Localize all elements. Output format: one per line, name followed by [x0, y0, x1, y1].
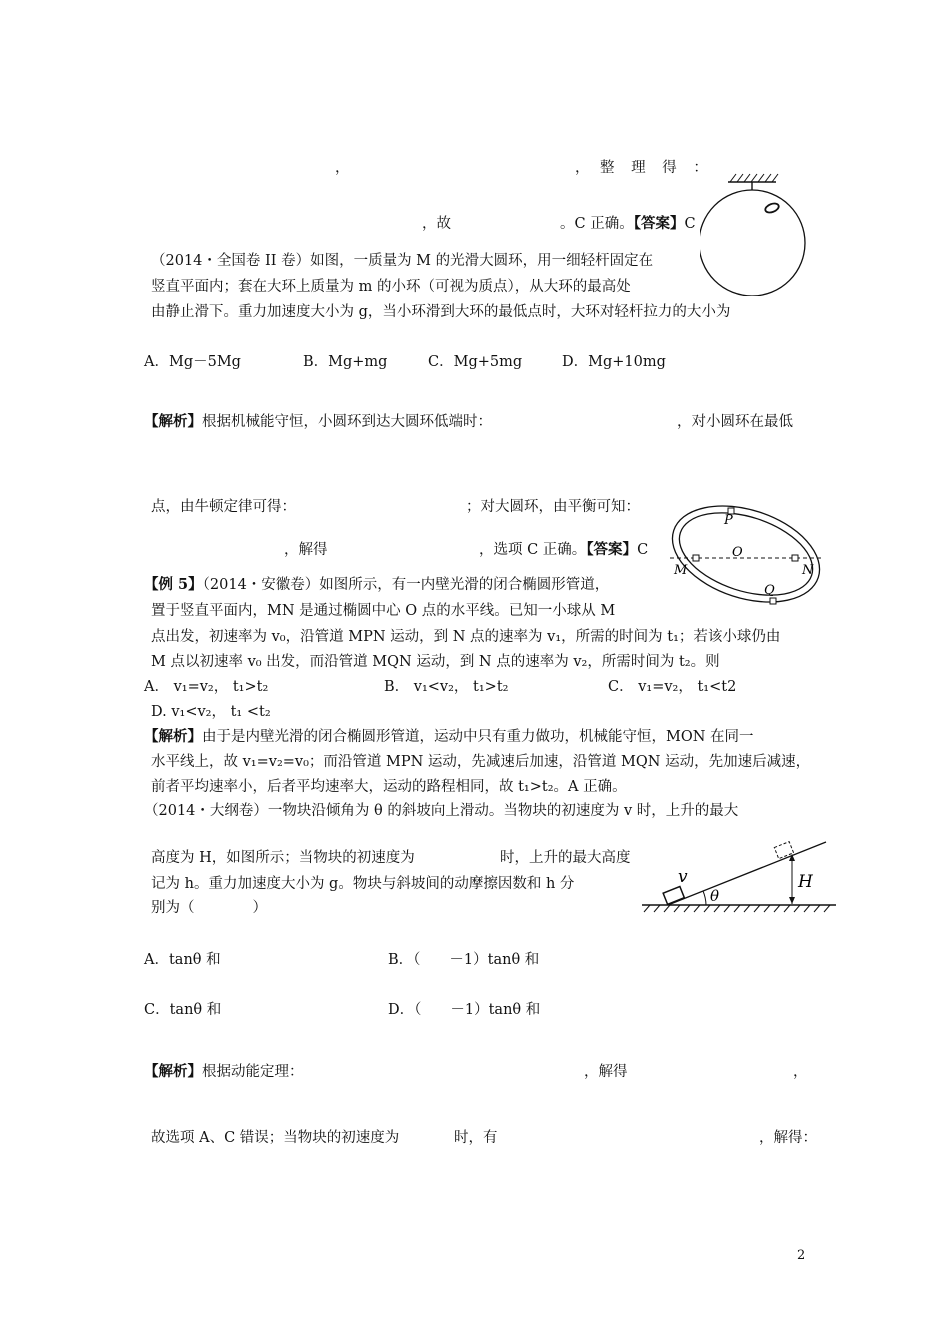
- answer-1: C: [684, 216, 696, 232]
- q4-source: （2014・全国卷 II 卷）: [151, 253, 311, 269]
- label-p: P: [724, 513, 733, 528]
- q4-option-b: B．Mg+mg: [303, 354, 388, 370]
- q4-option-a: A．Mg－5Mg: [144, 354, 241, 370]
- frag-gu: ，故: [422, 216, 451, 232]
- ellipse-tube-figure: [668, 500, 828, 608]
- block-bottom: [663, 886, 684, 904]
- q5-line-1: [144, 575, 609, 595]
- q6-analysis-2c: ，解得：: [759, 1130, 817, 1146]
- angle-arc: [703, 891, 706, 905]
- q4-analysis-1b: ，对小圆环在最低: [677, 414, 793, 430]
- height-arrow-bottom: [789, 897, 795, 904]
- ring-figure: [700, 168, 820, 296]
- page-number: 2: [797, 1248, 806, 1263]
- q6-option-a: A．tanθ 和: [144, 952, 221, 968]
- q4-analysis-3b-text: ，选项 C 正确。: [479, 542, 587, 558]
- label-h: H: [798, 872, 813, 892]
- q5-analysis-2: 水平线上，故 v₁=v₂=v₀；而沿管道 MPN 运动，先减速后加速，沿管道 MQN 运动，先加速后减速，: [151, 754, 811, 770]
- q6-option-b: B．（ －1）tanθ 和: [388, 952, 540, 968]
- big-ring: [700, 190, 805, 296]
- q6-analysis-line-1: [144, 1062, 304, 1082]
- q4-answer: C: [637, 542, 649, 558]
- q5-option-d: D. v₁<v₂， t₁ <t₂: [151, 704, 271, 720]
- q6-line-4: 别为（ ）: [151, 900, 267, 916]
- frag-comma-1: ，: [335, 160, 350, 176]
- frag-correct: [560, 214, 696, 234]
- q4-answer-tag: 【答案】: [586, 541, 638, 558]
- label-m: M: [674, 563, 688, 578]
- ball-m: [693, 555, 699, 561]
- q5-line-4: M 点以初速率 v₀ 出发，而沿管道 MQN 运动，到 N 点的速率为 v₂，所需时间为 t₂。则: [151, 654, 720, 670]
- q4-analysis-2b: ；对大圆环，由平衡可知：: [466, 499, 640, 515]
- q4-line-3: 由静止滑下。重力加速度大小为 g，当小环滑到大环的最低点时，大环对轻杆拉力的大小为: [151, 304, 731, 320]
- q6-option-d: D．（ －1）tanθ 和: [388, 1002, 541, 1018]
- q5-text-1: （2014・安徽卷）如图所示，有一内壁光滑的闭合椭圆形管道，: [202, 577, 610, 593]
- q6-line-3: 记为 h。重力加速度大小为 g。物块与斜坡间的动摩擦因数和 h 分: [151, 876, 575, 892]
- frag-zhengli: 整 理 得 ：: [600, 160, 714, 176]
- small-ring: [764, 202, 780, 214]
- q4-analysis-3a: ，解得: [284, 542, 328, 558]
- q5-analysis-line-1: [144, 727, 754, 747]
- q6-option-c: C．tanθ 和: [144, 1002, 222, 1018]
- q6-analysis-1c: ，: [793, 1064, 808, 1080]
- q5-line-2: 置于竖直平面内，MN 是通过椭圆中心 O 点的水平线。已知一小球从 M: [151, 603, 616, 619]
- q4-analysis-1: 根据机械能守恒，小圆环到达大圆环低端时：: [202, 414, 492, 430]
- q6-analysis-1: 根据动能定理：: [202, 1064, 304, 1080]
- q5-option-c: C． v₁=v₂， t₁<t2: [608, 679, 737, 695]
- incline-figure: [640, 800, 840, 918]
- q4-analysis-2: 点，由牛顿定律可得：: [151, 499, 296, 515]
- q4-line-1: [151, 251, 653, 271]
- ball-n: [792, 555, 798, 561]
- ball-q: [770, 598, 776, 604]
- q4-line-2: 竖直平面内；套在大环上质量为 m 的小环（可视为质点），从大环的最高处: [151, 279, 631, 295]
- q6-analysis-tag: 【解析】: [144, 1063, 202, 1080]
- q5-option-b: B． v₁<v₂， t₁>t₂: [384, 679, 509, 695]
- ceiling-hatch: [730, 174, 778, 182]
- q4-analysis-3b: [479, 540, 648, 560]
- q6-line-2b: 时，上升的最大高度: [500, 850, 631, 866]
- q6-analysis-2b: 时，有: [454, 1130, 498, 1146]
- label-n: N: [802, 563, 814, 578]
- label-q: Q: [764, 583, 775, 598]
- q5-analysis-tag: 【解析】: [144, 728, 202, 745]
- q5-option-a: A． v₁=v₂， t₁>t₂: [144, 679, 269, 695]
- q4-option-d: D．Mg+10mg: [562, 354, 666, 370]
- q6-line-1: （2014・大纲卷）一物块沿倾角为 θ 的斜坡向上滑动。当物块的初速度为 v 时，上升的最大: [144, 803, 739, 819]
- q6-line-2a: 高度为 H，如图所示；当物块的初速度为: [151, 850, 415, 866]
- frag-correct-text: 。C 正确。: [560, 216, 634, 232]
- q5-analysis-3: 前者平均速率小，后者平均速率大，运动的路程相同，故 t₁>t₂。A 正确。: [151, 779, 627, 795]
- q4-option-c: C．Mg+5mg: [428, 354, 523, 370]
- q5-label: 【例 5】: [144, 576, 203, 593]
- answer-tag-1: 【答案】: [633, 215, 685, 232]
- label-theta: θ: [710, 887, 720, 905]
- q4-text-1: 如图，一质量为 M 的光滑大圆环，用一细轻杆固定在: [310, 253, 654, 269]
- label-o: O: [732, 545, 743, 560]
- ground-hatch: [644, 905, 830, 912]
- q6-analysis-2a: 故选项 A、C 错误；当物块的初速度为: [151, 1130, 400, 1146]
- q6-analysis-1b: ，解得: [584, 1064, 628, 1080]
- frag-comma-2: ，: [575, 160, 590, 176]
- q5-analysis-1: 由于是内壁光滑的闭合椭圆形管道，运动中只有重力做功，机械能守恒，MON 在同一: [202, 729, 754, 745]
- label-v: v: [678, 867, 688, 887]
- q4-analysis-tag: 【解析】: [144, 413, 202, 430]
- q5-line-3: 点出发，初速率为 v₀，沿管道 MPN 运动，到 N 点的速率为 v₁，所需的时间为 t₁；若该小球仍由: [151, 629, 781, 645]
- q4-analysis-line-1: [144, 412, 492, 432]
- tube-inner: [669, 500, 823, 608]
